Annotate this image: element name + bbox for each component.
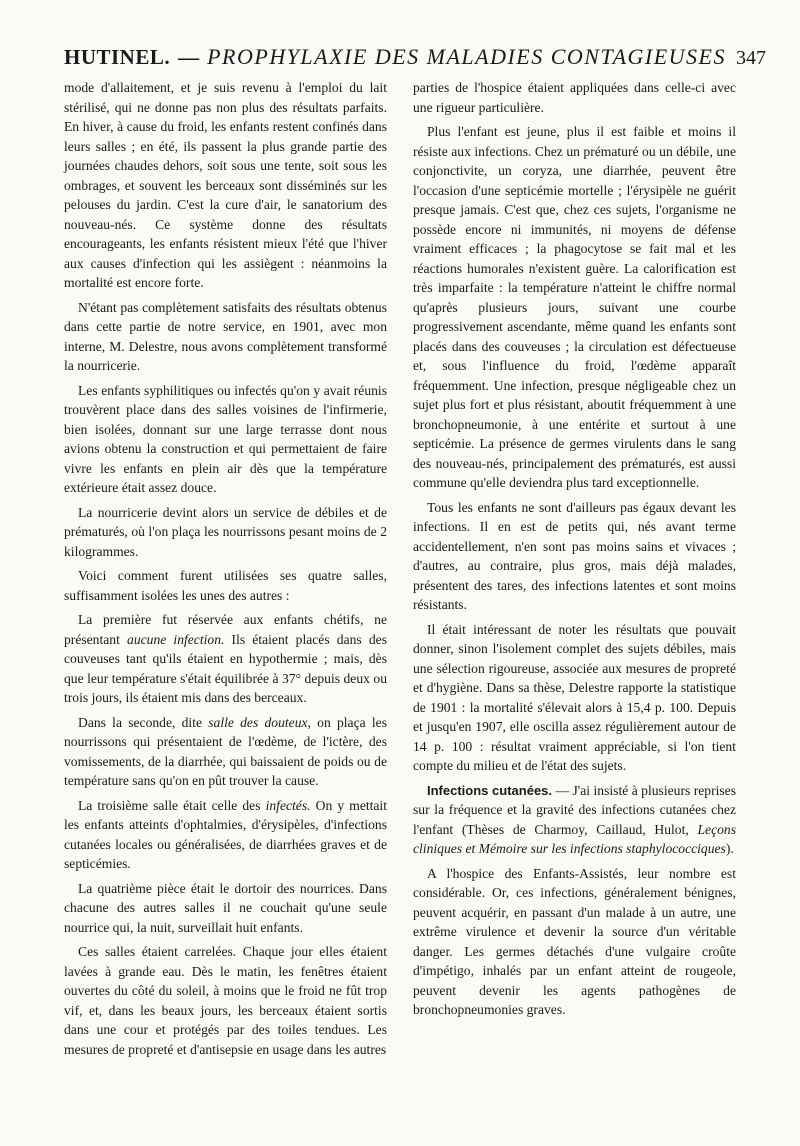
italic-run: aucune infection. [127,631,225,647]
header-author: HUTINEL. [64,45,171,69]
text-run: on plaça les nourrissons qui présentaient de l'œdème, de l'ictère, des vomissements, de la diarrhée, qui baissaient de poids ou de température sans qu'on en pût trouver la cause. [64,714,387,788]
paragraph: Les enfants syphilitiques ou infectés qu'on y avait réunis trouvèrent place dans des salles voisines de l'infirmerie, bien isolées, donnant sur une large terrasse dont nous avions obtenu la construction et qui permettaient de faire vivre les enfants en plein air dès que la température extérieure était assez douce. [64,382,387,495]
paragraph: Plus l'enfant est jeune, plus il est faible et moins il résiste aux infections. Chez un prématuré ou un débile, une conjonctivite, un coryza, une diarrhée, peuvent être l'occasion d'une septicémie mortelle ; l'érysipèle ne guérit presque jamais. C'est que, chez ces sujets, l'organisme ne possède encore ni immunités, ni moyens de défense vraiment efficaces ; la phagocytose se fait mal et les réactions humorales n'existent guère. La calorification est très imparfaite : la température n'atteint le chiffre normal qu'après plusieurs jours, suivant une courbe progressivement ascendante, même quand les enfants sont placés dans des couveuses ; la circulation est défectueuse et, sous l'influence du froid, l'œdème apparaît fréquemment. Une infection, presque négligeable chez un sujet plus fort et plus résistant, aboutit fréquemment à une bronchopneumonie, à une entérite et surtout à une septicémie. La présence de germes virulents dans le sang des nouveau-nés, principalement des prématurés, est aussi commune qu'elle deviendra plus tard exceptionnelle. [413,124,736,490]
italic-run: salle des douteux, [208,714,311,730]
left-column [64,78,387,1064]
paragraph [64,713,387,791]
right-column [413,78,736,1025]
text-run: La première fut réservée aux enfants chétifs, ne présentant [64,612,387,647]
paragraph [64,610,387,708]
text-run: — J'ai insisté à plusieurs reprises sur la fréquence et la gravité des infections cutanées chez l'enfant (Thèses de Charmoy, Caillaud, Hulot, [413,782,736,837]
text-run: ). [725,841,734,856]
italic-run: infectés. [265,797,311,813]
paragraph: Tous les enfants ne sont d'ailleurs pas égaux devant les infections. Il en est de petits qui, nés avant terme accidentellement, n'en sont pas moins sains et vivaces ; d'autres, au contraire, plus gros, mais déjà malades, présentent des tares, des infections latentes et sont moins résistants. [413,499,736,612]
paragraph [64,796,387,874]
header-title: PROPHYLAXIE DES MALADIES CONTAGIEUSES [207,44,726,69]
paragraph: mode d'allaitement, et je suis revenu à l'emploi du lait stérilisé, qui ne donne pas non plus des résultats parfaits. En hiver, à cause du froid, les enfants restent confinés dans leurs salles ; en été, ils passent la plus grande partie des journées chaudes dehors, soit sous une tente, soit sous les ombrages, et souvent les berceaux sont disséminés sur les pelouses du jardin. C'est la cure d'air, le sanatorium des nouveau-nés. Ce système donne des résultats encourageants, les enfants résistent mieux l'été que l'hiver aux causes d'infection qui les assiègent : néanmoins la mortalité est encore forte. [64,80,387,290]
text-run: La troisième salle était celle des [78,797,266,813]
paragraph: A l'hospice des Enfants-Assistés, leur nombre est considérable. Or, ces infections, généralement bénignes, peuvent acquérir, en passant d'un malade à un autre, une extrême virulence et devenir la source d'un véritable danger. Les germes détachés d'une vulgaire croûte d'impétigo, inhalés par un enfant atteint de rougeole, peuvent devenir les agents pathogènes de bronchopneumonies graves. [413,865,736,1017]
text-run: Ils étaient placés dans des couveuses tant qu'ils étaient en hypothermie ; mais, dès que leur température s'était équilibrée à 37° depuis deux ou trois jours, ils étaient mis dans des berceaux. [64,631,387,705]
text-run: Dans la seconde, dite [78,714,209,730]
paragraph [413,781,736,859]
paragraph: Il était intéressant de noter les résultats que pouvait donner, sinon l'isolement complet des sujets débiles, mais une sélection rigoureuse, associée aux mesures de propreté et d'hygiène. Dans sa thèse, Delestre rapporte la statistique de 1901 : la mortalité s'élevait alors à 15,4 p. 100. Depuis et jusqu'en 1907, elle oscilla assez régulièrement autour de 14 p. 100 : résultat vraiment appréciable, si l'on tient compte du milieu et de l'état des sujets. [413,621,736,773]
paragraph: La nourricerie devint alors un service de débiles et de prématurés, où l'on plaça les nourrissons pesant moins de 2 kilogrammes. [64,504,387,559]
italic-run: Leçons cliniques et Mémoire sur les infections staphylococciques [413,821,736,856]
running-header [64,44,766,74]
paragraph: Voici comment furent utilisées ses quatre salles, suffisamment isolées les unes des autres : [64,568,387,603]
section-heading: Infections cutanées. [427,782,553,798]
header-dash: — [178,45,200,69]
paragraph: N'étant pas complètement satisfaits des résultats obtenus dans cette partie de notre service, en 1901, avec mon interne, M. Delestre, nous avons complètement transformé la nourricerie. [64,299,387,373]
paragraph: La quatrième pièce était le dortoir des nourrices. Dans chacune des autres salles il ne couchait qu'une seule nourrice qui, la nuit, surveillait huit enfants. [64,880,387,935]
paragraph: parties de l'hospice étaient appliquées dans celle-ci avec une rigueur particulière. [413,80,736,115]
page-number: 347 [735,47,766,69]
paragraph: Ces salles étaient carrelées. Chaque jour elles étaient lavées à grande eau. Dès le matin, les fenêtres étaient ouvertes du côté du soleil, à moins que le froid ne fût trop vif, et, dans les beaux jours, les berceaux étaient sortis dans une cour et protégés par des toiles tendues. Les mesures de propreté et d'antisepsie en usage dans les autres [64,944,387,1057]
text-run: On y mettait les enfants atteints d'ophtalmies, d'érysipèles, d'infections cutanées locales ou généralisées, de diarrhées graves et de septicémies. [64,797,387,871]
